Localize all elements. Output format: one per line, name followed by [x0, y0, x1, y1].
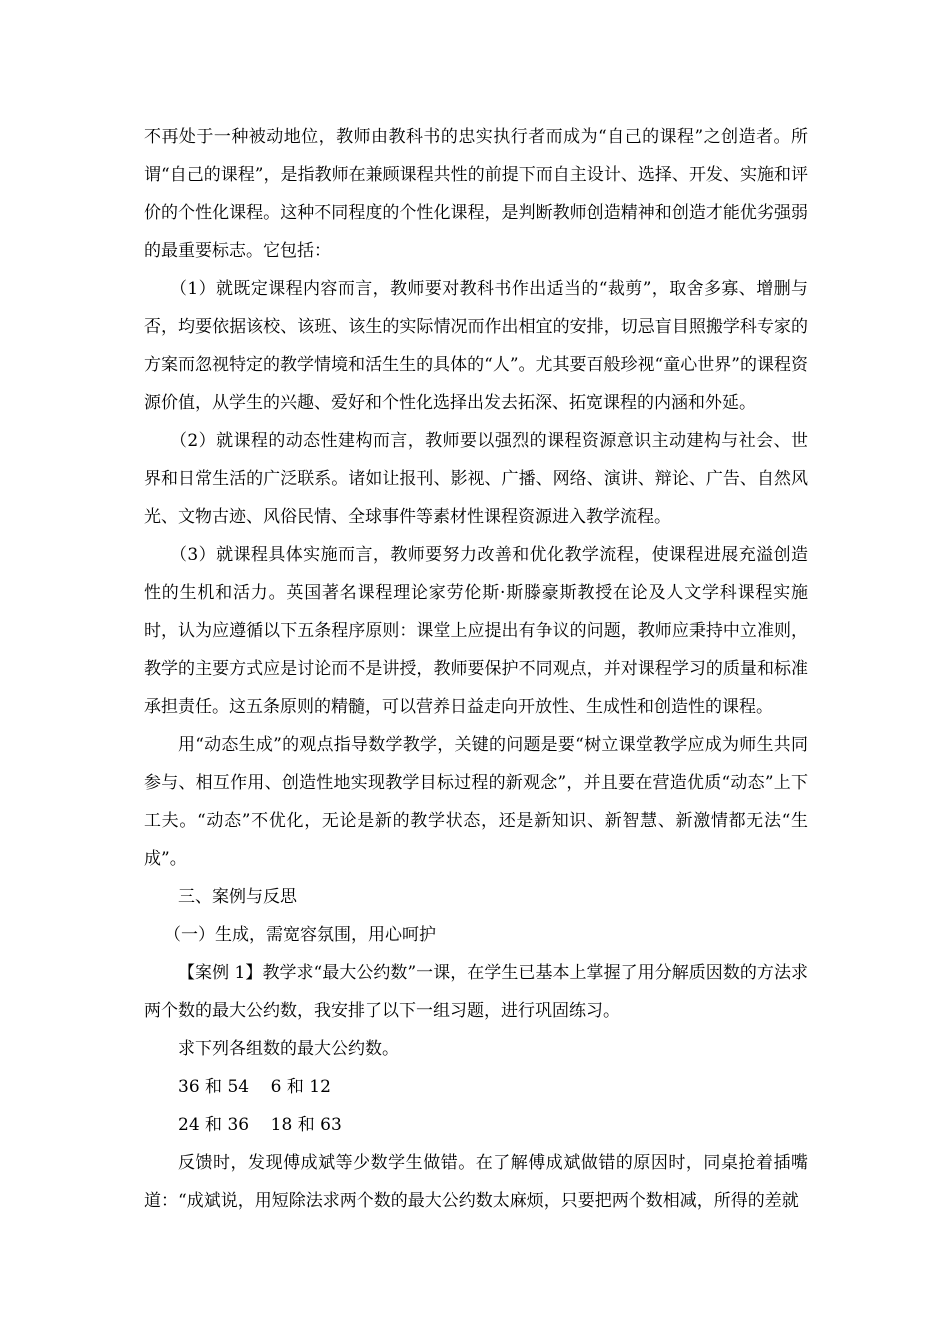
subsection-heading: （一）生成，需宽容氛围，用心呵护: [164, 925, 436, 945]
section-heading: 三、案例与反思: [178, 887, 297, 907]
paragraph-item-1: （1）就既定课程内容而言，教师要对教科书作出适当的“裁剪”，取舍多寡、增删与否，均要依据该校、该班、该生的实际情况而作出相宜的安排，切忌盲目照搬学科专家的方案而忽视特定的教学情境和活生生的具体的“人”。尤其要百般珍视“童心世界”的课程资源价值，从学生的兴趣、爱好和个性化选择出发去拓深、拓宽课程的内涵和外延。: [144, 279, 808, 413]
number-pairs-row-2: 24 和 36 18 和 63: [178, 1115, 342, 1135]
paragraph-item-3: （3）就课程具体实施而言，教师要努力改善和优化教学流程，使课程进展充溢创造性的生机和活力。英国著名课程理论家劳伦斯·斯滕豪斯教授在论及人文学科课程实施时，认为应遵循以下五条程序原则：课堂上应提出有争议的问题，教师应秉持中立准则，教学的主要方式应是讨论而不是讲授，教师要保护不同观点，并对课程学习的质量和标准承担责任。这五条原则的精髓，可以营养日益走向开放性、生成性和创造性的课程。: [144, 545, 808, 717]
number-pairs-row-1: 36 和 54 6 和 12: [178, 1077, 331, 1097]
paragraph-case-1: 【案例 1】教学求“最大公约数”一课，在学生已基本上掌握了用分解质因数的方法求两个数的最大公约数，我安排了以下一组习题，进行巩固练习。: [144, 963, 808, 1021]
document-body: [144, 118, 808, 1220]
paragraph-feedback: 反馈时，发现傅成斌等少数学生做错。在了解傅成斌做错的原因时，同桌抢着插嘴道：“成斌说，用短除法求两个数的最大公约数太麻烦，只要把两个数相减，所得的差就: [144, 1153, 808, 1211]
paragraph-item-2: （2）就课程的动态性建构而言，教师要以强烈的课程资源意识主动建构与社会、世界和日常生活的广泛联系。诸如让报刊、影视、广播、网络、演讲、辩论、广告、自然风光、文物古迹、风俗民情、全球事件等素材性课程资源进入教学流程。: [144, 431, 808, 527]
paragraph-task: 求下列各组数的最大公约数。: [178, 1039, 399, 1059]
paragraph-dynamic-generation: 用“动态生成”的观点指导数学教学，关键的问题是要“树立课堂教学应成为师生共同参与、相互作用、创造性地实现教学目标过程的新观念”，并且要在营造优质“动态”上下工夫。“动态”不优化，无论是新的教学状态，还是新知识、新智慧、新激情都无法“生成”。: [144, 735, 808, 869]
paragraph-intro: 不再处于一种被动地位，教师由教科书的忠实执行者而成为“自己的课程”之创造者。所谓“自己的课程”，是指教师在兼顾课程共性的前提下而自主设计、选择、开发、实施和评价的个性化课程。这种不同程度的个性化课程，是判断教师创造精神和创造才能优劣强弱的最重要标志。它包括：: [144, 127, 808, 261]
